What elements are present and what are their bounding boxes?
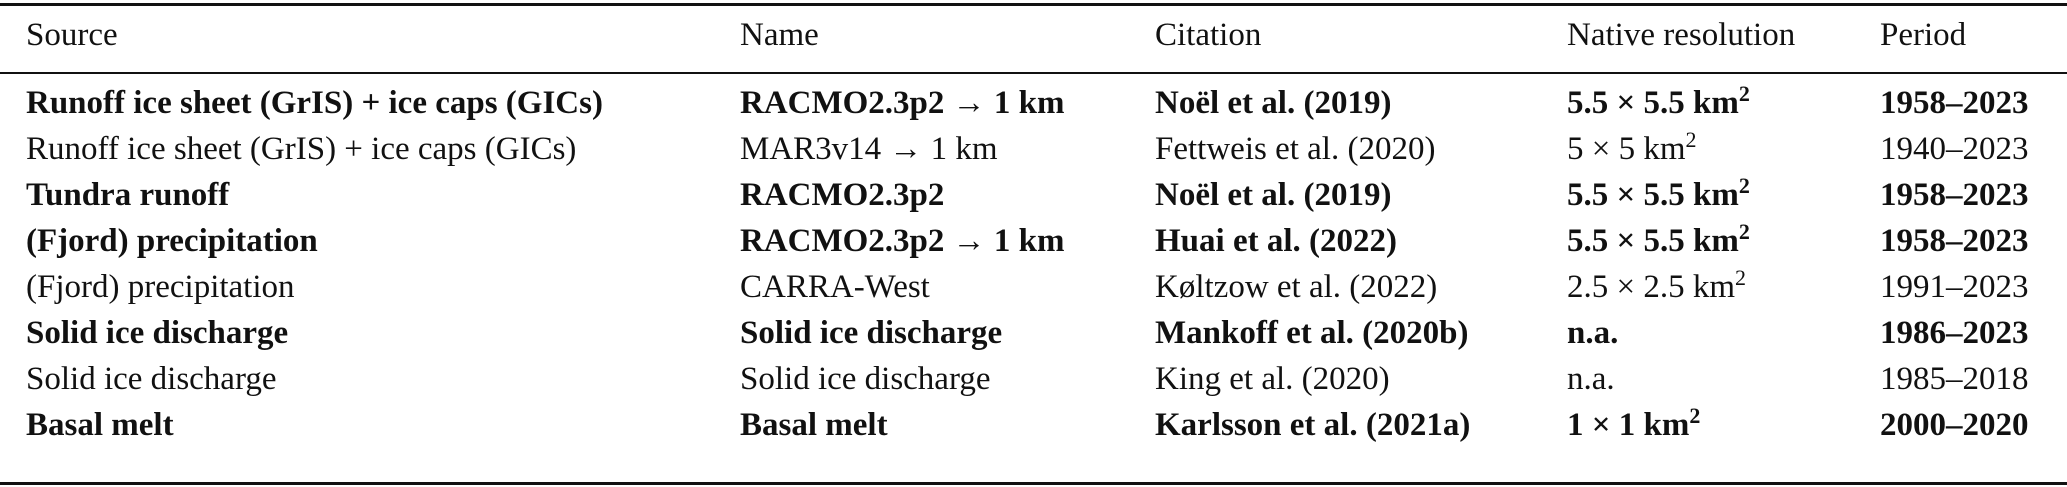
cell-source: Basal melt	[26, 407, 174, 443]
cell-source: Runoff ice sheet (GrIS) + ice caps (GICs)	[26, 85, 603, 121]
table-header-row	[0, 12, 2067, 58]
header-citation: Citation	[1155, 17, 1262, 53]
header-source: Source	[26, 17, 118, 53]
cell-name: RACMO2.3p2 → 1 km	[740, 85, 1065, 121]
table-row	[0, 172, 2067, 218]
resolution-exponent: 2	[1738, 219, 1750, 244]
resolution-value: 2.5 × 2.5 km	[1567, 269, 1736, 305]
cell-citation: Huai et al. (2022)	[1155, 223, 1397, 259]
table-header-rule	[0, 72, 2067, 74]
cell-native-resolution	[1567, 80, 1750, 126]
cell-period: 1958–2023	[1880, 85, 2029, 121]
resolution-exponent: 2	[1689, 403, 1701, 428]
cell-citation: Køltzow et al. (2022)	[1155, 269, 1438, 305]
header-native-resolution: Native resolution	[1567, 17, 1796, 53]
cell-period: 1940–2023	[1880, 131, 2029, 167]
cell-native-resolution	[1567, 356, 1615, 402]
cell-native-resolution	[1567, 402, 1700, 448]
cell-name: Basal melt	[740, 407, 888, 443]
cell-native-resolution	[1567, 172, 1750, 218]
table-row	[0, 80, 2067, 126]
resolution-value: 5 × 5 km	[1567, 131, 1686, 167]
cell-source: Solid ice discharge	[26, 315, 289, 351]
resolution-value: n.a.	[1567, 315, 1619, 351]
cell-period: 1958–2023	[1880, 177, 2029, 213]
table-row	[0, 402, 2067, 448]
table-top-rule	[0, 3, 2067, 6]
cell-name: RACMO2.3p2	[740, 177, 945, 213]
cell-native-resolution	[1567, 218, 1750, 264]
header-name: Name	[740, 17, 819, 53]
resolution-value: n.a.	[1567, 361, 1615, 397]
resolution-exponent: 2	[1738, 173, 1750, 198]
resolution-value: 5.5 × 5.5 km	[1567, 177, 1739, 213]
resolution-exponent: 2	[1735, 265, 1747, 290]
cell-name: RACMO2.3p2 → 1 km	[740, 223, 1065, 259]
cell-native-resolution	[1567, 126, 1697, 172]
resolution-exponent: 2	[1738, 81, 1750, 106]
table-row	[0, 310, 2067, 356]
cell-source: (Fjord) precipitation	[26, 269, 295, 305]
cell-citation: Fettweis et al. (2020)	[1155, 131, 1436, 167]
cell-citation: Karlsson et al. (2021a)	[1155, 407, 1471, 443]
resolution-exponent: 2	[1685, 127, 1697, 152]
cell-source: (Fjord) precipitation	[26, 223, 318, 259]
cell-native-resolution	[1567, 264, 1746, 310]
cell-citation: Mankoff et al. (2020b)	[1155, 315, 1469, 351]
cell-name: Solid ice discharge	[740, 361, 991, 397]
table-row	[0, 126, 2067, 172]
cell-source: Solid ice discharge	[26, 361, 277, 397]
cell-source: Runoff ice sheet (GrIS) + ice caps (GICs)	[26, 131, 577, 167]
cell-period: 1958–2023	[1880, 223, 2029, 259]
cell-citation: Noël et al. (2019)	[1155, 85, 1392, 121]
cell-name: CARRA-West	[740, 269, 930, 305]
table-bottom-rule	[0, 482, 2067, 485]
resolution-value: 5.5 × 5.5 km	[1567, 85, 1739, 121]
cell-source: Tundra runoff	[26, 177, 230, 213]
cell-period: 1985–2018	[1880, 361, 2029, 397]
resolution-value: 5.5 × 5.5 km	[1567, 223, 1739, 259]
cell-name: Solid ice discharge	[740, 315, 1003, 351]
table-row	[0, 356, 2067, 402]
cell-native-resolution	[1567, 310, 1618, 356]
cell-period: 1986–2023	[1880, 315, 2029, 351]
cell-citation: Noël et al. (2019)	[1155, 177, 1392, 213]
cell-name: MAR3v14 → 1 km	[740, 131, 998, 167]
table-row	[0, 264, 2067, 310]
cell-period: 1991–2023	[1880, 269, 2029, 305]
cell-citation: King et al. (2020)	[1155, 361, 1390, 397]
table-row	[0, 218, 2067, 264]
cell-period: 2000–2020	[1880, 407, 2029, 443]
header-period: Period	[1880, 17, 1967, 53]
resolution-value: 1 × 1 km	[1567, 407, 1690, 443]
